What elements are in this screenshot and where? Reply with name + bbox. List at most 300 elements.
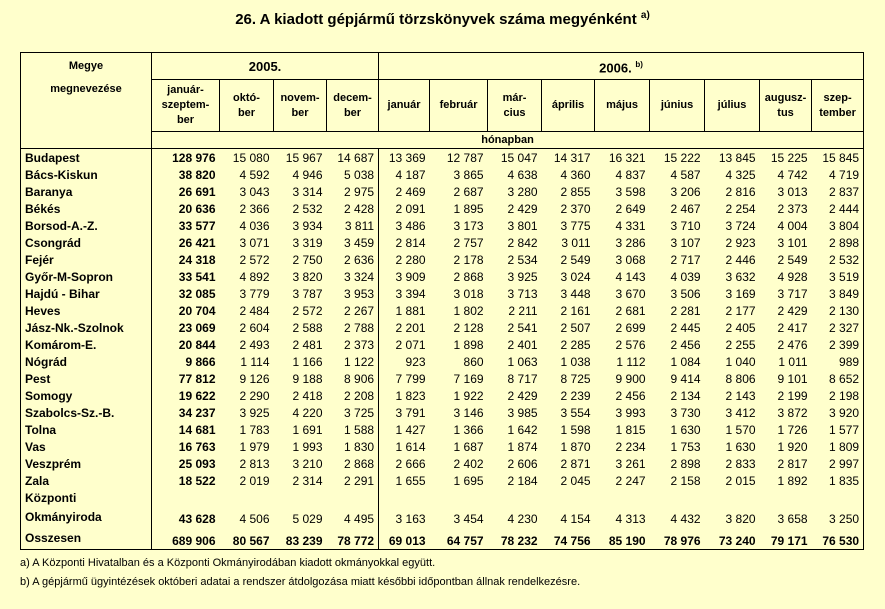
cell-value: 3 107 <box>670 235 701 250</box>
cell-value: 8 725 <box>560 371 591 386</box>
cell-value: 1 655 <box>379 472 430 489</box>
cell-value: 2 015 <box>725 473 756 488</box>
footnote-a: a) A Központi Hivatalban és a Központi Okmányirodában kiadott okmányokkal együtt. <box>20 557 436 569</box>
cell-value: 2 636 <box>344 252 375 267</box>
cell-value: 1 040 <box>725 354 756 369</box>
cell-total-2005: 14 681 <box>152 421 220 438</box>
cell-value: 3 506 <box>670 286 701 301</box>
cell-value: 1 830 <box>344 439 375 454</box>
table-row <box>21 421 864 438</box>
cell-value: 3 820 <box>725 512 756 526</box>
month-header-2006: február <box>430 80 488 132</box>
cell-value: 2 456 <box>615 388 646 403</box>
cell-value: 1 895 <box>453 201 484 216</box>
month-header-2006: szep- tember <box>812 80 864 132</box>
month-header-2005: decem- ber <box>327 80 379 132</box>
data-table <box>20 52 864 550</box>
cell-value: 2 177 <box>725 303 756 318</box>
cell-value: 9 188 <box>292 371 323 386</box>
cell-total-2005: 24 318 <box>152 251 220 268</box>
cell-value: 2 507 <box>560 320 591 335</box>
cell-total-2005: 38 820 <box>152 166 220 183</box>
cell-value: 3 658 <box>777 512 808 526</box>
cell-value: 78 232 <box>488 527 542 550</box>
cell-value: 3 632 <box>725 269 756 284</box>
cell-value: 3 286 <box>615 235 646 250</box>
cell-value: 7 169 <box>453 371 484 386</box>
cell-value: 2 366 <box>239 201 270 216</box>
cell-total-2005: 26 421 <box>152 234 220 251</box>
cell-value: 4 220 <box>292 405 323 420</box>
cell-value: 4 946 <box>292 167 323 182</box>
cell-value: 4 742 <box>777 167 808 182</box>
cell-value: 2 484 <box>239 303 270 318</box>
cell-value: 2 788 <box>344 320 375 335</box>
cell-value: 4 004 <box>777 218 808 233</box>
cell-value: 4 892 <box>239 269 270 284</box>
cell-value: 1 726 <box>777 422 808 437</box>
cell-total-2005: 23 069 <box>152 319 220 336</box>
year-2005-header: 2005. <box>152 53 379 80</box>
county-name: Hajdú - Bihar <box>21 285 152 302</box>
cell-value: 2 681 <box>615 303 646 318</box>
cell-value: 64 757 <box>430 527 488 550</box>
cell-value: 1 695 <box>453 473 484 488</box>
cell-value: 2 549 <box>560 252 591 267</box>
county-name: Szabolcs-Sz.-B. <box>21 404 152 421</box>
table-row <box>21 200 864 217</box>
cell-value: 9 900 <box>615 371 646 386</box>
cell-value: 1 892 <box>777 473 808 488</box>
cell-value: 1 084 <box>670 354 701 369</box>
cell-value: 3 920 <box>812 404 864 421</box>
cell-value: 16 321 <box>595 149 650 167</box>
cell-total-2005: 689 906 <box>152 527 220 550</box>
cell-value: 1 598 <box>560 422 591 437</box>
cell-value: 2 855 <box>560 184 591 199</box>
cell-value: 1 166 <box>292 354 323 369</box>
cell-total-2005: 43 628 <box>152 489 220 527</box>
cell-value: 3 872 <box>777 405 808 420</box>
cell-value: 3 146 <box>453 405 484 420</box>
cell-value: 3 925 <box>507 269 538 284</box>
cell-value: 3 670 <box>615 286 646 301</box>
cell-value: 2 541 <box>507 320 538 335</box>
cell-value: 2 817 <box>777 456 808 471</box>
footnote-b: b) A gépjármű ügyintézések októberi adatai a rendszer átdolgozása miatt későbbi időpontban állnak rendelkezésre. <box>20 576 581 588</box>
cell-value: 1 038 <box>560 354 591 369</box>
cell-total-2005: 25 093 <box>152 455 220 472</box>
county-name: Zala <box>21 472 152 489</box>
cell-value: 1 570 <box>725 422 756 437</box>
table-row <box>21 353 864 370</box>
cell-total-2005: 20 636 <box>152 200 220 217</box>
cell-value: 2 549 <box>777 252 808 267</box>
cell-value: 4 313 <box>615 512 646 526</box>
county-name-line: Okmányiroda <box>25 510 102 524</box>
cell-value: 3 909 <box>379 268 430 285</box>
cell-value: 2 234 <box>615 439 646 454</box>
table-row <box>21 404 864 421</box>
cell-value: 2 814 <box>379 234 430 251</box>
cell-total-2005: 26 691 <box>152 183 220 200</box>
table-row-kozponti <box>21 489 864 527</box>
cell-total-2005: 33 541 <box>152 268 220 285</box>
table-row <box>21 234 864 251</box>
county-name: Békés <box>21 200 152 217</box>
cell-value: 15 047 <box>488 149 542 167</box>
cell-value: 2 405 <box>725 320 756 335</box>
cell-value: 9 126 <box>239 371 270 386</box>
cell-total-2005: 33 577 <box>152 217 220 234</box>
cell-value: 2 373 <box>777 201 808 216</box>
cell-value: 1 823 <box>379 387 430 404</box>
cell-value: 2 833 <box>725 456 756 471</box>
cell-value: 15 080 <box>220 149 274 167</box>
cell-value: 13 369 <box>379 149 430 167</box>
cell-value: 3 804 <box>812 217 864 234</box>
cell-value: 923 <box>379 353 430 370</box>
cell-value: 1 874 <box>507 439 538 454</box>
year-2006-footnote-ref: b) <box>635 59 643 69</box>
cell-value: 1 630 <box>670 422 701 437</box>
cell-value: 2 143 <box>725 388 756 403</box>
table-row <box>21 472 864 489</box>
cell-value: 2 201 <box>379 319 430 336</box>
county-name: Jász-Nk.-Szolnok <box>21 319 152 336</box>
month-header-2005: októ- ber <box>220 80 274 132</box>
table-title <box>0 10 885 28</box>
month-header-2006: április <box>542 80 595 132</box>
cell-value: 3 801 <box>507 218 538 233</box>
cell-value: 4 432 <box>670 512 701 526</box>
cell-value: 3 324 <box>344 269 375 284</box>
county-name-line: Központi <box>25 491 77 505</box>
cell-value: 1 687 <box>453 439 484 454</box>
cell-value: 2 128 <box>453 320 484 335</box>
cell-value: 2 091 <box>379 200 430 217</box>
cell-value: 2 291 <box>344 473 375 488</box>
table-row <box>21 149 864 167</box>
cell-value: 2 446 <box>725 252 756 267</box>
cell-value: 15 225 <box>760 149 812 167</box>
cell-value: 2 898 <box>670 456 701 471</box>
cell-value: 3 068 <box>615 252 646 267</box>
cell-value: 3 250 <box>812 489 864 527</box>
cell-value: 13 845 <box>705 149 760 167</box>
cell-value: 2 370 <box>560 201 591 216</box>
county-name: Fejér <box>21 251 152 268</box>
cell-value: 1 979 <box>239 439 270 454</box>
cell-value: 9 414 <box>670 371 701 386</box>
cell-value: 3 717 <box>777 286 808 301</box>
cell-value: 2 532 <box>812 251 864 268</box>
county-name: Győr-M-Sopron <box>21 268 152 285</box>
cell-value: 3 169 <box>725 286 756 301</box>
cell-value: 2 211 <box>508 303 538 318</box>
county-name: Heves <box>21 302 152 319</box>
table-row <box>21 166 864 183</box>
cell-value: 73 240 <box>705 527 760 550</box>
table-row <box>21 183 864 200</box>
cell-value: 14 687 <box>327 149 379 167</box>
cell-value: 2 757 <box>453 235 484 250</box>
county-name: Bács-Kiskun <box>21 166 152 183</box>
cell-value: 69 013 <box>379 527 430 550</box>
cell-value: 78 772 <box>327 527 379 550</box>
cell-value: 2 184 <box>507 473 538 488</box>
cell-value: 4 039 <box>670 269 701 284</box>
cell-value: 3 210 <box>292 456 323 471</box>
cell-value: 2 199 <box>777 388 808 403</box>
table-row <box>21 251 864 268</box>
cell-value: 2 534 <box>507 252 538 267</box>
cell-value: 74 756 <box>542 527 595 550</box>
cell-value: 2 428 <box>344 201 375 216</box>
cell-value: 2 699 <box>615 320 646 335</box>
cell-value: 1 691 <box>292 422 323 437</box>
cell-value: 2 975 <box>344 184 375 199</box>
cell-value: 1 835 <box>812 472 864 489</box>
cell-value: 79 171 <box>760 527 812 550</box>
cell-value: 1 642 <box>507 422 538 437</box>
cell-value: 1 112 <box>616 354 646 369</box>
cell-value: 3 319 <box>292 235 323 250</box>
cell-total-2005: 128 976 <box>152 149 220 167</box>
cell-value: 1 922 <box>453 388 484 403</box>
cell-value: 3 519 <box>812 268 864 285</box>
cell-value: 2 399 <box>812 336 864 353</box>
cell-total-2005: 18 522 <box>152 472 220 489</box>
cell-value: 2 071 <box>379 336 430 353</box>
cell-value: 3 865 <box>453 167 484 182</box>
cell-value: 3 811 <box>344 218 375 233</box>
cell-value: 2 285 <box>560 337 591 352</box>
cell-value: 2 208 <box>344 388 375 403</box>
cell-value: 1 809 <box>812 438 864 455</box>
cell-value: 2 401 <box>507 337 538 352</box>
cell-value: 2 816 <box>725 184 756 199</box>
cell-value: 3 071 <box>239 235 270 250</box>
cell-value: 5 029 <box>292 512 323 526</box>
cell-value: 2 402 <box>453 456 484 471</box>
cell-value: 1 783 <box>239 422 270 437</box>
cell-value: 78 976 <box>650 527 705 550</box>
cell-value: 2 481 <box>292 337 323 352</box>
cell-value: 4 587 <box>670 167 701 182</box>
cell-value: 1 122 <box>344 354 375 369</box>
cell-value: 1 802 <box>453 303 484 318</box>
cell-value: 3 713 <box>507 286 538 301</box>
cell-value: 83 239 <box>274 527 327 550</box>
cell-value: 2 997 <box>812 455 864 472</box>
cell-value: 1 114 <box>240 354 270 369</box>
table-row <box>21 217 864 234</box>
cell-value: 3 448 <box>560 286 591 301</box>
cell-value: 2 606 <box>507 456 538 471</box>
cell-value: 2 572 <box>239 252 270 267</box>
cell-value: 3 787 <box>292 286 323 301</box>
cell-value: 4 928 <box>777 269 808 284</box>
cell-value: 3 724 <box>725 218 756 233</box>
cell-value: 3 730 <box>670 405 701 420</box>
cell-value: 2 247 <box>615 473 646 488</box>
cell-value: 14 317 <box>542 149 595 167</box>
cell-value: 3 486 <box>379 217 430 234</box>
cell-value: 2 898 <box>812 234 864 251</box>
cell-value: 1 577 <box>812 421 864 438</box>
cell-value: 8 906 <box>344 371 375 386</box>
month-header-2005: novem- ber <box>274 80 327 132</box>
cell-value: 2 239 <box>560 388 591 403</box>
county-name: Csongrád <box>21 234 152 251</box>
cell-value: 9 101 <box>777 371 808 386</box>
cell-value: 15 967 <box>274 149 327 167</box>
cell-value: 12 787 <box>430 149 488 167</box>
table-row <box>21 336 864 353</box>
cell-value: 2 842 <box>507 235 538 250</box>
cell-value: 2 429 <box>507 388 538 403</box>
footnotes <box>20 554 863 592</box>
month-header-2005: január- szeptem- ber <box>152 80 220 132</box>
cell-value: 2 281 <box>670 303 701 318</box>
cell-value: 2 687 <box>453 184 484 199</box>
cell-value: 1 063 <box>507 354 538 369</box>
year-2006-label: 2006. <box>599 60 632 76</box>
cell-value: 1 920 <box>777 439 808 454</box>
cell-value: 3 775 <box>560 218 591 233</box>
cell-value: 1 630 <box>725 439 756 454</box>
cell-value: 2 467 <box>670 201 701 216</box>
title-text: 26. A kiadott gépjármű törzskönyvek száma megyénként <box>235 11 637 28</box>
cell-value: 4 230 <box>507 512 538 526</box>
cell-value: 4 331 <box>615 218 646 233</box>
cell-value: 2 666 <box>379 455 430 472</box>
cell-value: 2 444 <box>812 200 864 217</box>
county-name: Somogy <box>21 387 152 404</box>
cell-value: 3 993 <box>615 405 646 420</box>
cell-total-2005: 20 704 <box>152 302 220 319</box>
cell-total-2005: 16 763 <box>152 438 220 455</box>
cell-value: 3 725 <box>344 405 375 420</box>
cell-value: 989 <box>812 353 864 370</box>
cell-value: 4 837 <box>615 167 646 182</box>
cell-value: 76 530 <box>812 527 864 550</box>
cell-value: 2 158 <box>670 473 701 488</box>
cell-value: 1 815 <box>615 422 646 437</box>
cell-value: 3 925 <box>239 405 270 420</box>
cell-value: 80 567 <box>220 527 274 550</box>
cell-value: 2 572 <box>292 303 323 318</box>
cell-value: 1 993 <box>292 439 323 454</box>
cell-value: 2 254 <box>725 201 756 216</box>
month-header-2006: augusz- tus <box>760 80 812 132</box>
cell-value: 2 373 <box>344 337 375 352</box>
cell-value: 4 638 <box>507 167 538 182</box>
cell-value: 2 445 <box>670 320 701 335</box>
cell-value: 2 418 <box>292 388 323 403</box>
cell-value: 2 161 <box>560 303 591 318</box>
cell-value: 2 868 <box>344 456 375 471</box>
cell-total-2005: 20 844 <box>152 336 220 353</box>
county-name: Nógrád <box>21 353 152 370</box>
month-header-2006: május <box>595 80 650 132</box>
cell-value: 3 043 <box>239 184 270 199</box>
cell-value: 8 806 <box>725 371 756 386</box>
cell-value: 3 163 <box>379 489 430 527</box>
county-name: Komárom-E. <box>21 336 152 353</box>
county-name: Budapest <box>21 149 152 167</box>
county-name: Tolna <box>21 421 152 438</box>
cell-value: 2 255 <box>725 337 756 352</box>
cell-value: 3 412 <box>725 405 756 420</box>
cell-value: 3 013 <box>777 184 808 199</box>
cell-value: 3 454 <box>453 512 484 526</box>
cell-value: 3 985 <box>507 405 538 420</box>
table-row <box>21 302 864 319</box>
cell-value: 1 614 <box>379 438 430 455</box>
cell-value: 3 459 <box>344 235 375 250</box>
cell-value: 3 598 <box>615 184 646 199</box>
table-row <box>21 455 864 472</box>
cell-value: 2 923 <box>725 235 756 250</box>
cell-value: 2 871 <box>560 456 591 471</box>
cell-value: 2 868 <box>453 269 484 284</box>
cell-value: 2 469 <box>379 183 430 200</box>
cell-value: 2 429 <box>507 201 538 216</box>
table-row <box>21 319 864 336</box>
cell-value: 2 576 <box>615 337 646 352</box>
county-name: Veszprém <box>21 455 152 472</box>
cell-value: 2 198 <box>812 387 864 404</box>
cell-value: 3 849 <box>812 285 864 302</box>
cell-value: 3 024 <box>560 269 591 284</box>
cell-value: 3 710 <box>670 218 701 233</box>
cell-value: 860 <box>463 354 484 369</box>
cell-value: 2 588 <box>292 320 323 335</box>
cell-value: 2 456 <box>670 337 701 352</box>
cell-value: 2 290 <box>239 388 270 403</box>
table-row <box>21 438 864 455</box>
cell-value: 2 493 <box>239 337 270 352</box>
county-name: Pest <box>21 370 152 387</box>
cell-value: 2 813 <box>239 456 270 471</box>
cell-total-2005: 34 237 <box>152 404 220 421</box>
cell-value: 4 154 <box>560 512 591 526</box>
county-header <box>21 53 152 149</box>
cell-value: 4 325 <box>725 167 756 182</box>
cell-value: 2 019 <box>239 473 270 488</box>
cell-value: 2 429 <box>777 303 808 318</box>
cell-value: 3 820 <box>292 269 323 284</box>
table-row <box>21 370 864 387</box>
cell-value: 1 011 <box>778 354 808 369</box>
cell-value: 3 173 <box>453 218 484 233</box>
cell-value: 2 717 <box>670 252 701 267</box>
title-footnote-ref: a) <box>640 10 650 21</box>
cell-value: 4 495 <box>344 512 375 526</box>
cell-value: 2 476 <box>777 337 808 352</box>
cell-total-2005: 77 812 <box>152 370 220 387</box>
cell-value: 3 953 <box>344 286 375 301</box>
cell-value: 2 417 <box>777 320 808 335</box>
cell-value: 3 280 <box>507 184 538 199</box>
table-row <box>21 285 864 302</box>
cell-value: 4 036 <box>239 218 270 233</box>
cell-value: 3 314 <box>292 184 323 199</box>
cell-value: 4 187 <box>379 166 430 183</box>
cell-value: 2 327 <box>812 319 864 336</box>
